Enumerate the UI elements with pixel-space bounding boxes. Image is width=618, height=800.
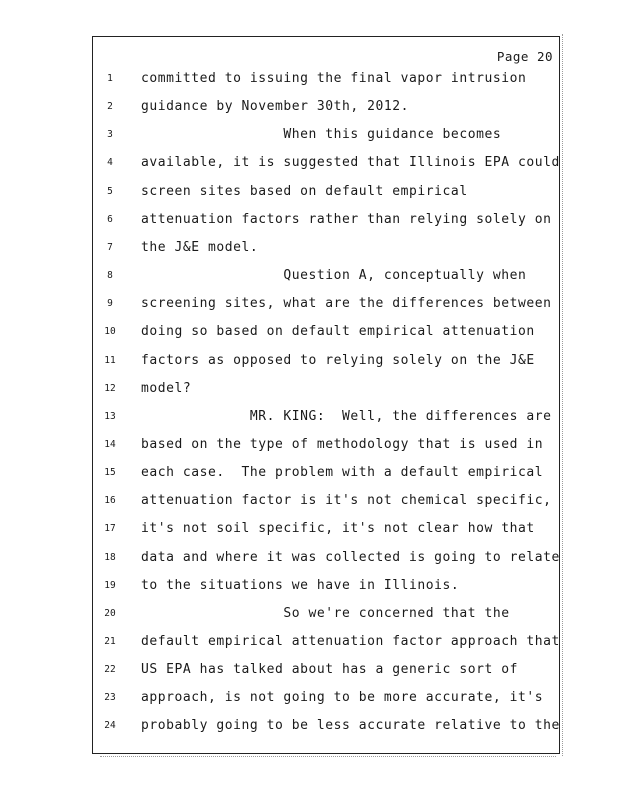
line-text: When this guidance becomes — [141, 127, 502, 143]
transcript-line — [93, 69, 559, 89]
transcript-line — [93, 407, 559, 427]
line-text: model? — [141, 380, 192, 396]
line-number: 14 — [104, 438, 116, 450]
line-text: probably going to be less accurate relative to the — [141, 718, 560, 734]
line-number: 23 — [104, 692, 116, 704]
line-text: each case. The problem with a default empirical — [141, 465, 544, 481]
transcript-line — [93, 576, 559, 596]
line-text: committed to issuing the final vapor intrusion — [141, 71, 527, 86]
line-number: 10 — [104, 326, 116, 338]
line-text: factors as opposed to relying solely on the J&E — [141, 352, 535, 368]
line-text: attenuation factor is it's not chemical specific, — [141, 493, 552, 509]
line-text: screening sites, what are the differences between — [141, 296, 552, 312]
line-number: 22 — [104, 664, 116, 676]
line-number: 24 — [104, 720, 116, 732]
transcript-line — [93, 266, 559, 286]
line-text: data and where it was collected is going to relate — [141, 549, 560, 565]
line-number: 4 — [107, 157, 113, 169]
transcript-line — [93, 660, 559, 680]
transcript-line — [93, 463, 559, 483]
line-number: 8 — [107, 270, 113, 281]
line-number: 16 — [104, 495, 116, 507]
transcript-line — [93, 519, 559, 539]
line-text: default empirical attenuation factor approach that — [141, 634, 560, 649]
transcript-line — [93, 379, 559, 399]
transcript-line — [93, 97, 559, 117]
transcript-line — [93, 632, 559, 652]
right-margin-rule — [562, 34, 563, 756]
line-text: based on the type of methodology that is used in — [141, 436, 544, 452]
line-number: 2 — [107, 101, 113, 113]
line-number: 5 — [107, 185, 113, 197]
line-text: it's not soil specific, it's not clear how that — [141, 521, 535, 537]
line-number: 20 — [104, 607, 116, 619]
transcript-line — [93, 322, 559, 342]
transcript-page — [92, 36, 560, 754]
transcript-line — [93, 716, 559, 736]
transcript-line — [93, 210, 559, 230]
line-number: 7 — [107, 241, 113, 253]
line-number: 12 — [104, 382, 116, 394]
line-text: US EPA has talked about has a generic sort of — [141, 662, 518, 678]
transcript-line — [93, 435, 559, 455]
page-number: Page 20 — [496, 49, 553, 64]
line-text: screen sites based on default empirical — [141, 183, 468, 199]
line-number: 17 — [104, 523, 116, 535]
transcript-line — [93, 153, 559, 173]
transcript-line — [93, 238, 559, 258]
bottom-margin-rule — [100, 756, 556, 757]
transcript-line — [93, 688, 559, 708]
transcript-line — [93, 548, 559, 568]
transcript-line — [93, 125, 559, 145]
line-text: to the situations we have in Illinois. — [141, 577, 460, 593]
line-text: the J&E model. — [141, 239, 259, 255]
line-text: Question A, conceptually when — [141, 268, 527, 283]
line-text: attenuation factors rather than relying solely on — [141, 211, 552, 227]
line-number: 21 — [104, 636, 116, 647]
line-number: 11 — [104, 354, 116, 366]
line-number: 13 — [104, 410, 116, 422]
line-number: 6 — [107, 213, 113, 225]
line-text: MR. KING: Well, the differences are — [141, 408, 552, 424]
line-number: 19 — [104, 579, 116, 591]
line-number: 1 — [107, 73, 113, 84]
transcript-line — [93, 182, 559, 202]
transcript-line — [93, 351, 559, 371]
line-text: doing so based on default empirical attenuation — [141, 324, 535, 340]
line-number: 3 — [107, 129, 113, 141]
transcript-line — [93, 604, 559, 624]
line-number: 15 — [104, 467, 116, 479]
transcript-line — [93, 491, 559, 511]
line-number: 18 — [104, 551, 116, 563]
line-text: available, it is suggested that Illinois EPA could — [141, 155, 560, 171]
line-text: So we're concerned that the — [141, 605, 510, 621]
line-number: 9 — [107, 298, 113, 310]
line-text: approach, is not going to be more accurate, it's — [141, 690, 544, 706]
transcript-line — [93, 294, 559, 314]
line-text: guidance by November 30th, 2012. — [141, 99, 410, 115]
